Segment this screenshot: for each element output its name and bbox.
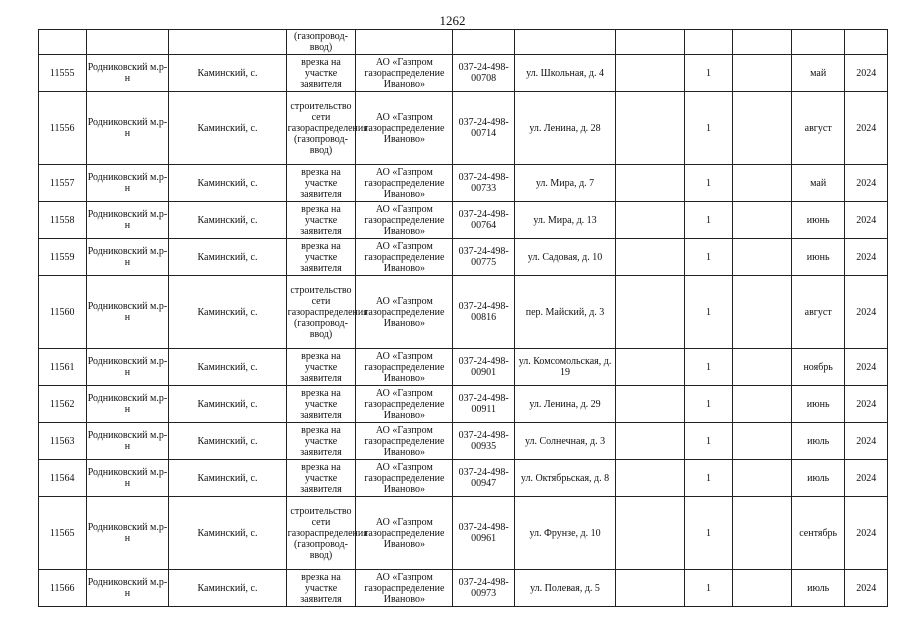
cell-code: 037-24-498-00947 xyxy=(453,460,515,497)
cell-district: Родниковский м.р-н xyxy=(86,165,169,202)
cell-month: июль xyxy=(791,570,845,607)
cell-district: Родниковский м.р-н xyxy=(86,570,169,607)
cell-org: АО «Газпром газораспределение Иваново» xyxy=(356,423,453,460)
table-row xyxy=(39,349,888,386)
cell-locality: Каминский, с. xyxy=(169,570,286,607)
cell-num: 11562 xyxy=(39,386,87,423)
cell-month: июль xyxy=(791,423,845,460)
cell-num: 11564 xyxy=(39,460,87,497)
cell-work-type: врезка на участке заявителя xyxy=(286,386,356,423)
cell-work-type: врезка на участке заявителя xyxy=(286,349,356,386)
cell-qty: 1 xyxy=(684,570,733,607)
cell-month: июнь xyxy=(791,239,845,276)
table-row xyxy=(39,239,888,276)
cell-address: ул. Ленина, д. 28 xyxy=(515,92,616,165)
cell-address: ул. Октябрьская, д. 8 xyxy=(515,460,616,497)
cell-work-type: врезка на участке заявителя xyxy=(286,239,356,276)
cell-code: 037-24-498-00733 xyxy=(453,165,515,202)
cell-num: 11566 xyxy=(39,570,87,607)
table-row xyxy=(39,423,888,460)
cell-district: Родниковский м.р-н xyxy=(86,55,169,92)
cell-code: 037-24-498-00935 xyxy=(453,423,515,460)
cell-empty-1 xyxy=(616,386,685,423)
cell-empty-2 xyxy=(733,386,792,423)
cell-empty-1 xyxy=(616,202,685,239)
cell-locality: Каминский, с. xyxy=(169,423,286,460)
cell-month xyxy=(791,30,845,55)
table-row xyxy=(39,92,888,165)
table-row xyxy=(39,276,888,349)
cell-address: пер. Майский, д. 3 xyxy=(515,276,616,349)
cell-qty: 1 xyxy=(684,386,733,423)
cell-year: 2024 xyxy=(845,92,888,165)
cell-work-type: врезка на участке заявителя xyxy=(286,460,356,497)
cell-qty: 1 xyxy=(684,349,733,386)
cell-qty: 1 xyxy=(684,460,733,497)
cell-work-type: врезка на участке заявителя xyxy=(286,165,356,202)
registry-table-body xyxy=(39,30,888,607)
cell-locality: Каминский, с. xyxy=(169,386,286,423)
cell-code: 037-24-498-00764 xyxy=(453,202,515,239)
cell-district: Родниковский м.р-н xyxy=(86,349,169,386)
cell-org: АО «Газпром газораспределение Иваново» xyxy=(356,202,453,239)
cell-year: 2024 xyxy=(845,55,888,92)
cell-locality: Каминский, с. xyxy=(169,239,286,276)
cell-empty-2 xyxy=(733,165,792,202)
cell-org: АО «Газпром газораспределение Иваново» xyxy=(356,276,453,349)
cell-empty-1 xyxy=(616,570,685,607)
cell-year: 2024 xyxy=(845,423,888,460)
cell-locality xyxy=(169,30,286,55)
cell-code: 037-24-498-00911 xyxy=(453,386,515,423)
cell-code xyxy=(453,30,515,55)
cell-org: АО «Газпром газораспределение Иваново» xyxy=(356,386,453,423)
cell-district: Родниковский м.р-н xyxy=(86,423,169,460)
cell-month: июнь xyxy=(791,202,845,239)
cell-empty-1 xyxy=(616,55,685,92)
cell-district: Родниковский м.р-н xyxy=(86,276,169,349)
cell-empty-2 xyxy=(733,276,792,349)
cell-work-type: строительство сети газораспределения (газопровод-ввод) xyxy=(286,276,356,349)
cell-district: Родниковский м.р-н xyxy=(86,497,169,570)
cell-year: 2024 xyxy=(845,239,888,276)
cell-empty-1 xyxy=(616,497,685,570)
cell-empty-2 xyxy=(733,460,792,497)
cell-qty: 1 xyxy=(684,55,733,92)
cell-locality: Каминский, с. xyxy=(169,165,286,202)
cell-empty-1 xyxy=(616,92,685,165)
cell-year xyxy=(845,30,888,55)
cell-empty-2 xyxy=(733,92,792,165)
cell-org: АО «Газпром газораспределение Иваново» xyxy=(356,239,453,276)
table-row xyxy=(39,202,888,239)
cell-num: 11561 xyxy=(39,349,87,386)
cell-empty-1 xyxy=(616,30,685,55)
cell-locality: Каминский, с. xyxy=(169,276,286,349)
cell-address: ул. Комсомольская, д. 19 xyxy=(515,349,616,386)
cell-code: 037-24-498-00973 xyxy=(453,570,515,607)
cell-work-type: строительство сети газораспределения (газопровод-ввод) xyxy=(286,497,356,570)
cell-locality: Каминский, с. xyxy=(169,55,286,92)
cell-org: АО «Газпром газораспределение Иваново» xyxy=(356,55,453,92)
cell-qty: 1 xyxy=(684,165,733,202)
cell-month: ноябрь xyxy=(791,349,845,386)
cell-address: ул. Ленина, д. 29 xyxy=(515,386,616,423)
cell-num: 11558 xyxy=(39,202,87,239)
cell-code: 037-24-498-00708 xyxy=(453,55,515,92)
cell-month: июль xyxy=(791,460,845,497)
cell-empty-1 xyxy=(616,349,685,386)
cell-empty-2 xyxy=(733,423,792,460)
cell-year: 2024 xyxy=(845,497,888,570)
cell-month: август xyxy=(791,92,845,165)
cell-year: 2024 xyxy=(845,386,888,423)
cell-year: 2024 xyxy=(845,202,888,239)
table-row xyxy=(39,460,888,497)
cell-locality: Каминский, с. xyxy=(169,92,286,165)
cell-qty xyxy=(684,30,733,55)
cell-code: 037-24-498-00714 xyxy=(453,92,515,165)
cell-work-type: врезка на участке заявителя xyxy=(286,570,356,607)
cell-empty-1 xyxy=(616,239,685,276)
cell-code: 037-24-498-00775 xyxy=(453,239,515,276)
cell-district: Родниковский м.р-н xyxy=(86,386,169,423)
cell-empty-2 xyxy=(733,497,792,570)
continuation-row xyxy=(39,30,888,55)
cell-org: АО «Газпром газораспределение Иваново» xyxy=(356,570,453,607)
cell-district: Родниковский м.р-н xyxy=(86,202,169,239)
cell-qty: 1 xyxy=(684,202,733,239)
cell-qty: 1 xyxy=(684,239,733,276)
cell-locality: Каминский, с. xyxy=(169,202,286,239)
cell-org: АО «Газпром газораспределение Иваново» xyxy=(356,165,453,202)
cell-empty-2 xyxy=(733,570,792,607)
cell-district xyxy=(86,30,169,55)
cell-qty: 1 xyxy=(684,276,733,349)
cell-month: май xyxy=(791,55,845,92)
cell-org xyxy=(356,30,453,55)
cell-empty-2 xyxy=(733,349,792,386)
cell-qty: 1 xyxy=(684,497,733,570)
cell-org: АО «Газпром газораспределение Иваново» xyxy=(356,497,453,570)
registry-table xyxy=(38,29,888,607)
table-row xyxy=(39,570,888,607)
cell-year: 2024 xyxy=(845,460,888,497)
cell-locality: Каминский, с. xyxy=(169,460,286,497)
cell-org: АО «Газпром газораспределение Иваново» xyxy=(356,349,453,386)
cell-empty-1 xyxy=(616,423,685,460)
cell-qty: 1 xyxy=(684,92,733,165)
cell-address: ул. Полевая, д. 5 xyxy=(515,570,616,607)
table-row xyxy=(39,165,888,202)
cell-month: май xyxy=(791,165,845,202)
table-row xyxy=(39,55,888,92)
cell-address: ул. Фрунзе, д. 10 xyxy=(515,497,616,570)
cell-org: АО «Газпром газораспределение Иваново» xyxy=(356,460,453,497)
cell-address: ул. Солнечная, д. 3 xyxy=(515,423,616,460)
cell-empty-1 xyxy=(616,165,685,202)
cell-district: Родниковский м.р-н xyxy=(86,460,169,497)
cell-empty-2 xyxy=(733,55,792,92)
cell-address: ул. Садовая, д. 10 xyxy=(515,239,616,276)
cell-district: Родниковский м.р-н xyxy=(86,92,169,165)
cell-empty-1 xyxy=(616,276,685,349)
cell-num: 11557 xyxy=(39,165,87,202)
cell-num xyxy=(39,30,87,55)
cell-address: ул. Мира, д. 13 xyxy=(515,202,616,239)
cell-year: 2024 xyxy=(845,165,888,202)
table-row xyxy=(39,386,888,423)
cell-work-type: врезка на участке заявителя xyxy=(286,55,356,92)
cell-year: 2024 xyxy=(845,570,888,607)
cell-empty-1 xyxy=(616,460,685,497)
cell-org: АО «Газпром газораспределение Иваново» xyxy=(356,92,453,165)
cell-district: Родниковский м.р-н xyxy=(86,239,169,276)
cell-num: 11555 xyxy=(39,55,87,92)
cell-year: 2024 xyxy=(845,276,888,349)
cell-work-type: строительство сети газораспределения (газопровод-ввод) xyxy=(286,92,356,165)
cell-work-type: врезка на участке заявителя xyxy=(286,202,356,239)
cell-code: 037-24-498-00816 xyxy=(453,276,515,349)
cell-empty-2 xyxy=(733,30,792,55)
cell-locality: Каминский, с. xyxy=(169,349,286,386)
cell-num: 11563 xyxy=(39,423,87,460)
cell-num: 11559 xyxy=(39,239,87,276)
cell-work-type: (газопровод-ввод) xyxy=(286,30,356,55)
table-row xyxy=(39,497,888,570)
cell-address xyxy=(515,30,616,55)
cell-empty-2 xyxy=(733,202,792,239)
cell-address: ул. Школьная, д. 4 xyxy=(515,55,616,92)
cell-code: 037-24-498-00901 xyxy=(453,349,515,386)
cell-qty: 1 xyxy=(684,423,733,460)
cell-year: 2024 xyxy=(845,349,888,386)
cell-month: июнь xyxy=(791,386,845,423)
cell-address: ул. Мира, д. 7 xyxy=(515,165,616,202)
cell-month: август xyxy=(791,276,845,349)
cell-work-type: врезка на участке заявителя xyxy=(286,423,356,460)
cell-num: 11565 xyxy=(39,497,87,570)
cell-locality: Каминский, с. xyxy=(169,497,286,570)
cell-num: 11556 xyxy=(39,92,87,165)
cell-num: 11560 xyxy=(39,276,87,349)
cell-code: 037-24-498-00961 xyxy=(453,497,515,570)
cell-empty-2 xyxy=(733,239,792,276)
page-number: 1262 xyxy=(439,13,466,28)
cell-month: сентябрь xyxy=(791,497,845,570)
